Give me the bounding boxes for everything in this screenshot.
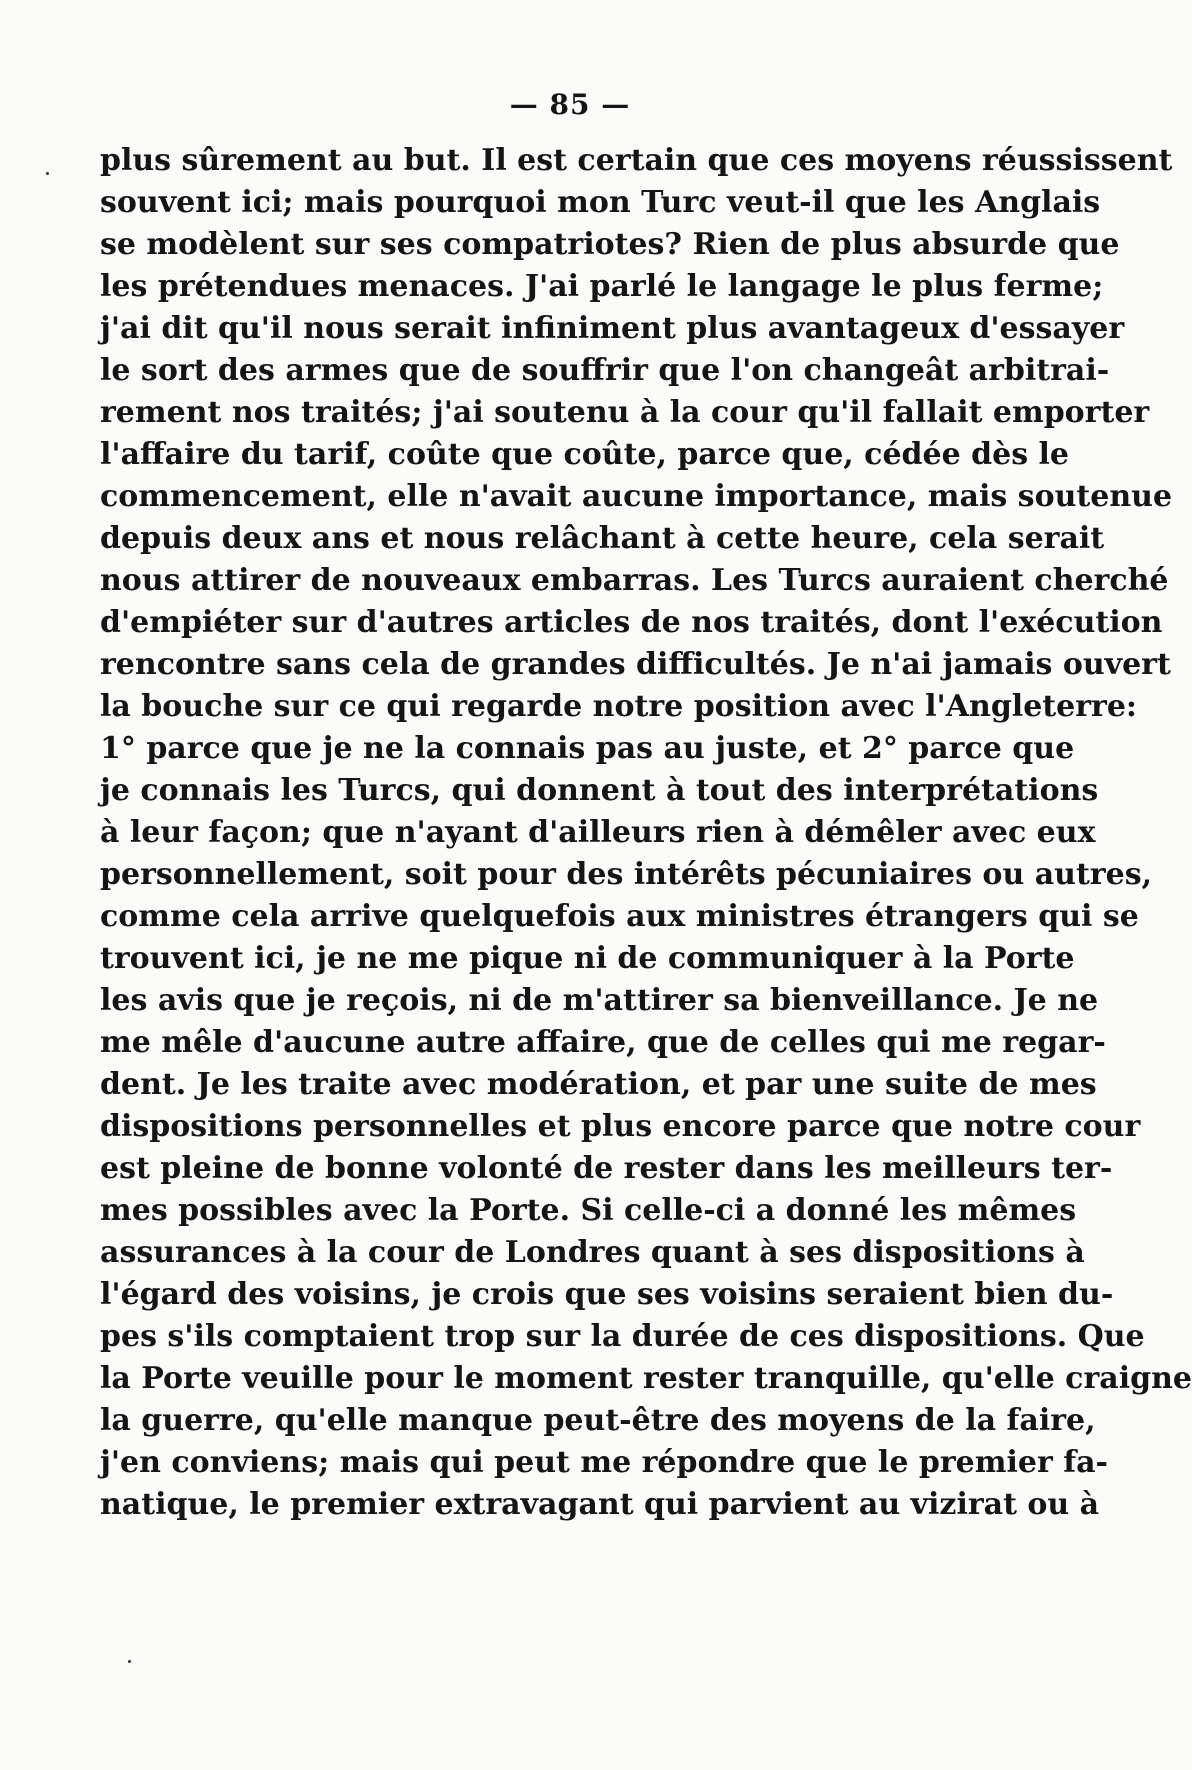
text-line: mes possibles avec la Porte. Si celle-ci a donné les mêmes xyxy=(100,1193,1077,1228)
text-line: l'affaire du tarif, coûte que coûte, parce que, cédée dès le xyxy=(100,437,1070,472)
text-line: la bouche sur ce qui regarde notre position avec l'Angleterre: xyxy=(100,689,1138,724)
text-line: la guerre, qu'elle manque peut-être des moyens de la faire, xyxy=(100,1403,1096,1438)
text-line: natique, le premier extravagant qui parvient au vizirat ou à xyxy=(100,1487,1100,1522)
text-line: commencement, elle n'avait aucune importance, mais soutenue xyxy=(100,479,1173,514)
text-line: trouvent ici, je ne me pique ni de communiquer à la Porte xyxy=(100,941,1075,976)
scan-speck xyxy=(46,172,49,175)
text-line: 1° parce que je ne la connais pas au juste, et 2° parce que xyxy=(100,731,1075,766)
scan-speck xyxy=(128,1660,131,1663)
text-line: assurances à la cour de Londres quant à ses dispositions à xyxy=(100,1235,1085,1270)
page-number: — 85 — xyxy=(509,88,631,121)
text-line: j'ai dit qu'il nous serait infiniment plus avantageux d'essayer xyxy=(100,311,1125,346)
text-line: pes s'ils comptaient trop sur la durée de ces dispositions. Que xyxy=(100,1319,1145,1354)
text-line: la Porte veuille pour le moment rester tranquille, qu'elle craigne xyxy=(100,1361,1192,1396)
text-line: souvent ici; mais pourquoi mon Turc veut-il que les Anglais xyxy=(100,185,1101,220)
text-line: les avis que je reçois, ni de m'attirer sa bienveillance. Je ne xyxy=(100,983,1099,1018)
text-line: les prétendues menaces. J'ai parlé le langage le plus ferme; xyxy=(100,269,1104,304)
text-line: d'empiéter sur d'autres articles de nos traités, dont l'exécution xyxy=(100,605,1163,640)
text-line: comme cela arrive quelquefois aux ministres étrangers qui se xyxy=(100,899,1139,934)
text-line: rement nos traités; j'ai soutenu à la cour qu'il fallait emporter xyxy=(100,395,1150,430)
text-line: plus sûrement au but. Il est certain que ces moyens réussissent xyxy=(100,143,1173,178)
text-line: est pleine de bonne volonté de rester dans les meilleurs ter- xyxy=(100,1151,1113,1186)
text-line: nous attirer de nouveaux embarras. Les Turcs auraient cherché xyxy=(100,563,1169,598)
text-line: se modèlent sur ses compatriotes? Rien de plus absurde que xyxy=(100,227,1120,262)
text-line: rencontre sans cela de grandes difficultés. Je n'ai jamais ouvert xyxy=(100,647,1171,682)
text-line: je connais les Turcs, qui donnent à tout des interprétations xyxy=(100,773,1099,808)
text-line: dispositions personnelles et plus encore parce que notre cour xyxy=(100,1109,1141,1144)
text-line: l'égard des voisins, je crois que ses voisins seraient bien du- xyxy=(100,1277,1114,1312)
text-line: me mêle d'aucune autre affaire, que de celles qui me regar- xyxy=(100,1025,1106,1060)
text-line: personnellement, soit pour des intérêts pécuniaires ou autres, xyxy=(100,857,1153,892)
text-line: le sort des armes que de souffrir que l'on changeât arbitrai- xyxy=(100,353,1110,388)
body-text xyxy=(100,140,1192,1526)
text-line: j'en conviens; mais qui peut me répondre que le premier fa- xyxy=(100,1445,1108,1480)
text-line: depuis deux ans et nous relâchant à cette heure, cela serait xyxy=(100,521,1105,556)
text-line: dent. Je les traite avec modération, et par une suite de mes xyxy=(100,1067,1097,1102)
text-line: à leur façon; que n'ayant d'ailleurs rien à démêler avec eux xyxy=(100,815,1096,850)
